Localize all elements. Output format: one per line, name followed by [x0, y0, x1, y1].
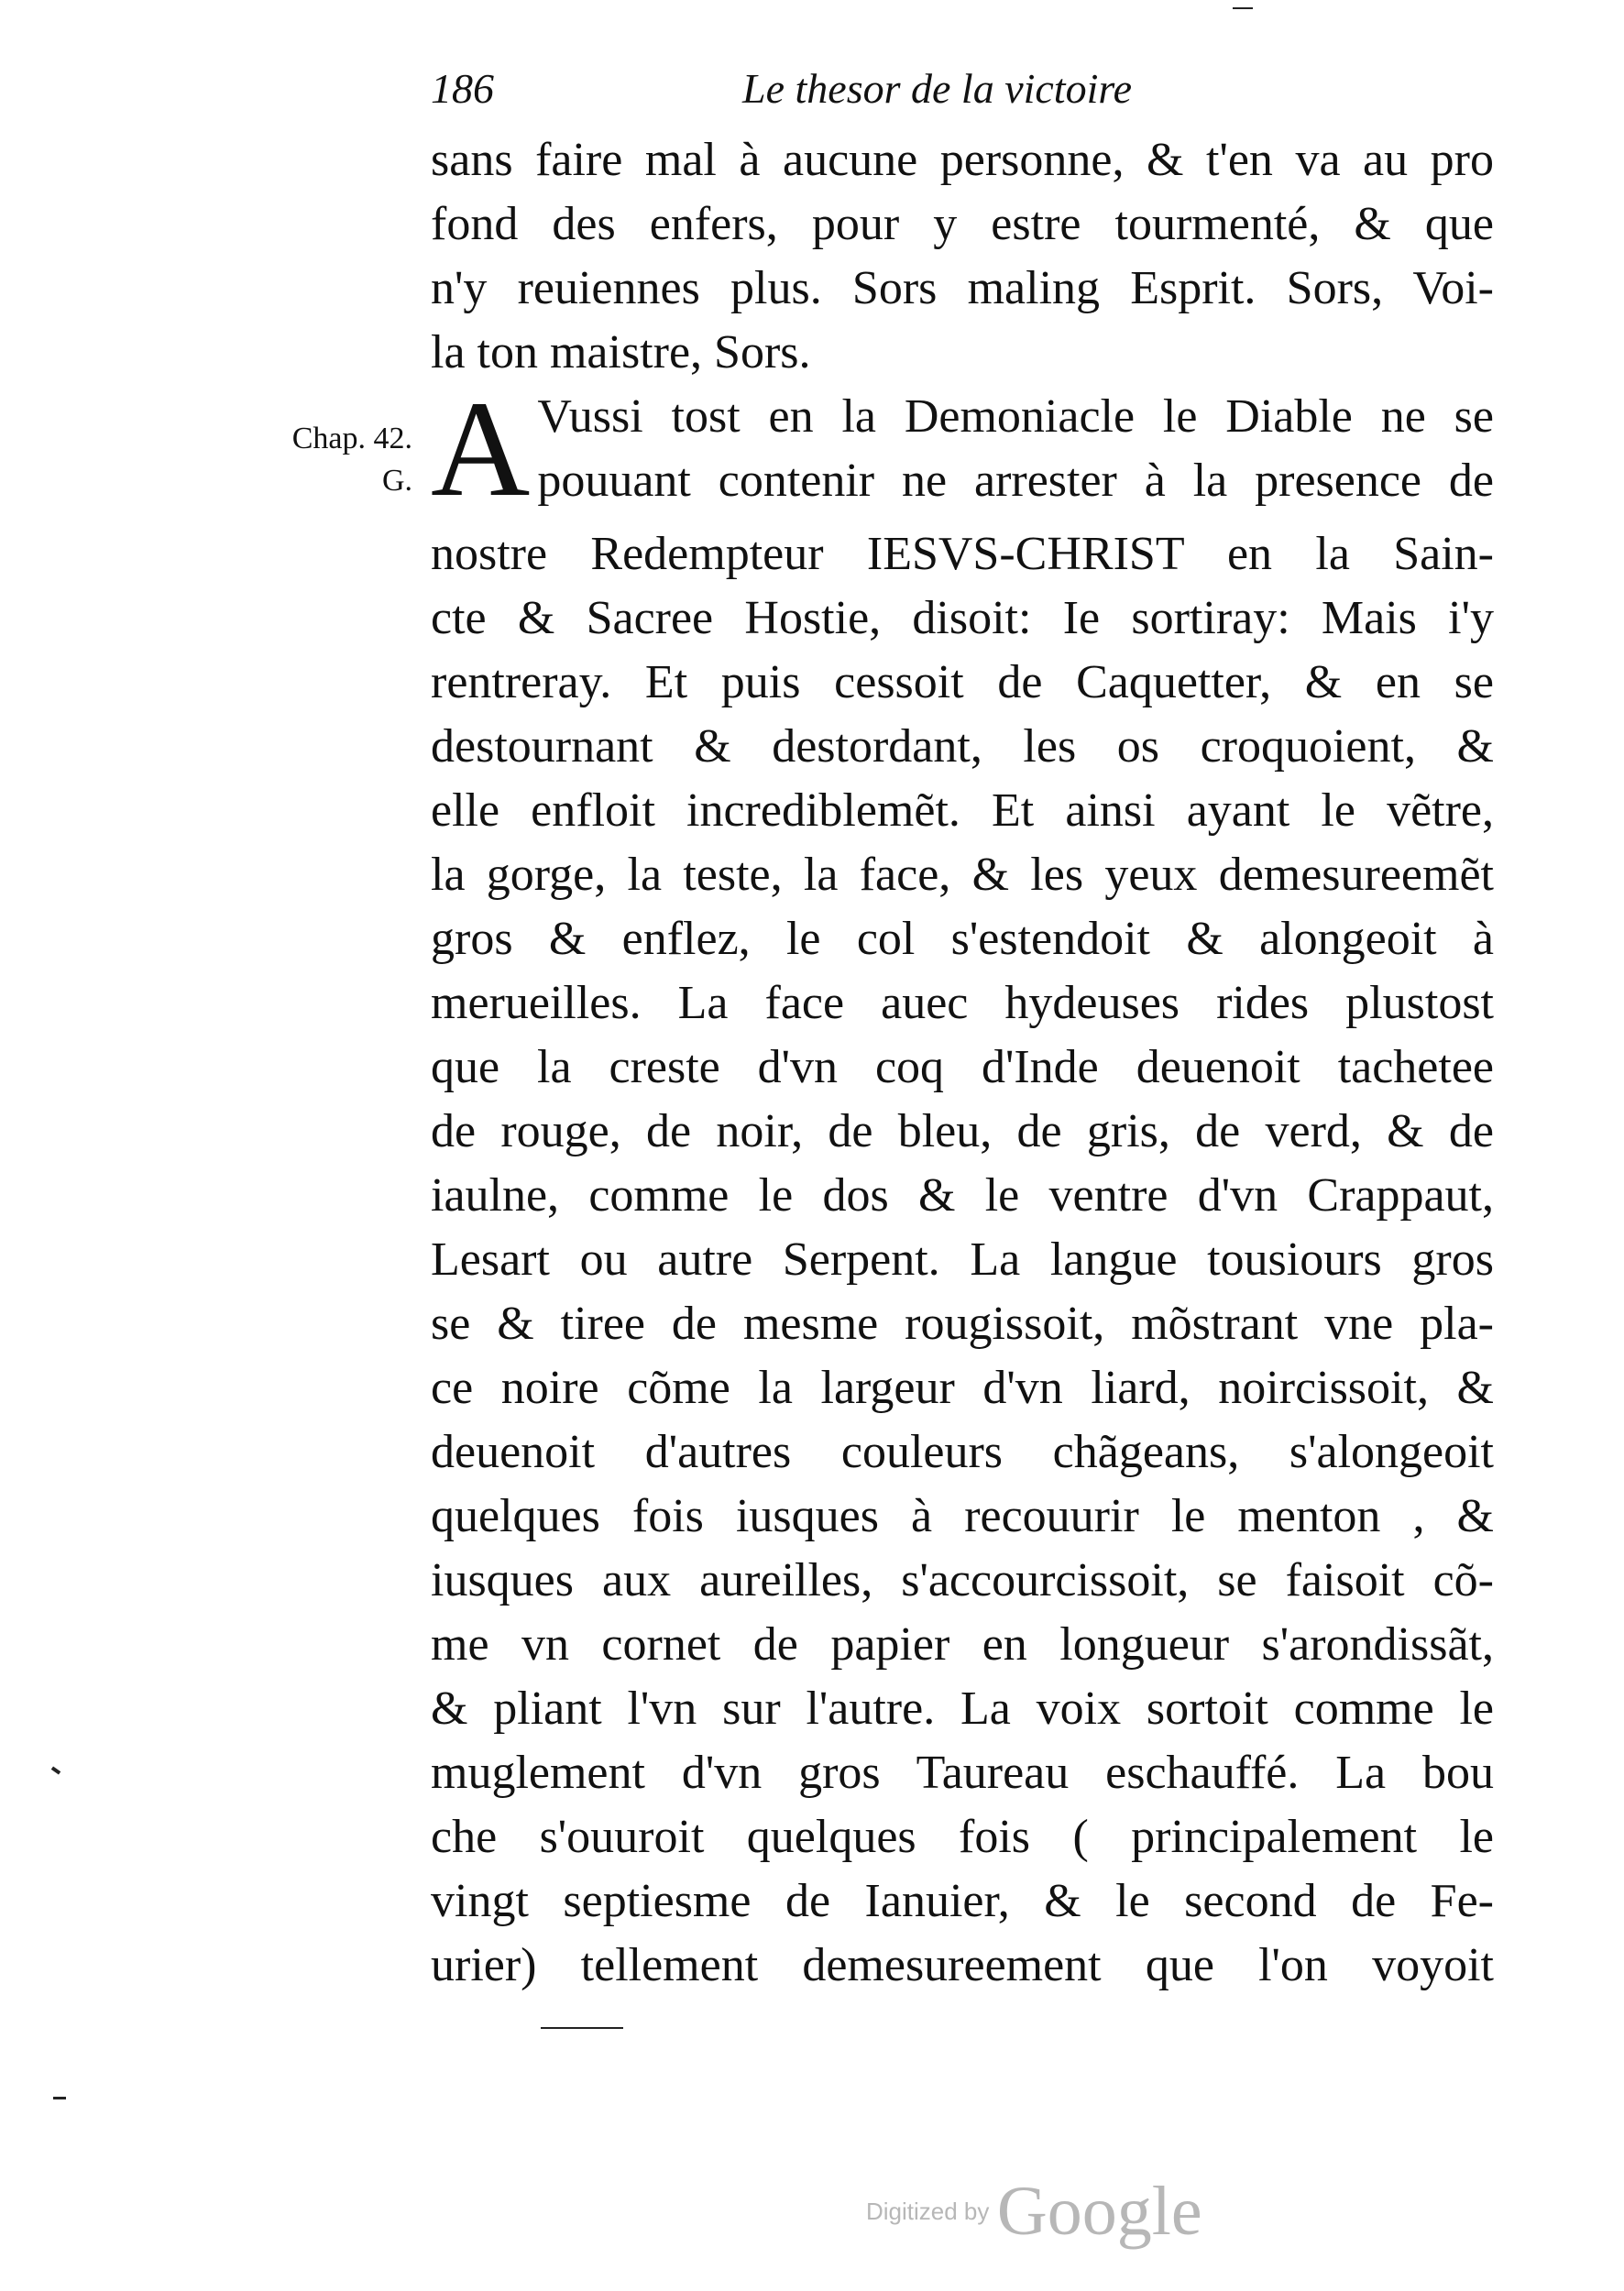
text-line: la gorge, la teste, la face, & les yeux demesureemẽt	[431, 849, 1494, 901]
text-line: cte & Sacree Hostie, disoit: Ie sortiray: Mais i'y	[431, 592, 1494, 644]
text-line: iusques aux aureilles, s'accourcissoit, se faisoit cõ-	[431, 1554, 1494, 1606]
google-logo: Google	[996, 2173, 1202, 2250]
text-line: ce noire cõme la largeur d'vn liard, noircissoit, &	[431, 1362, 1494, 1414]
text-line: me vn cornet de papier en longueur s'arondissãt,	[431, 1618, 1494, 1671]
text-line: merueilles. La face auec hydeuses rides plustost	[431, 977, 1494, 1029]
marginal-note	[266, 418, 412, 502]
text-line: muglement d'vn gros Taureau eschauffé. La bou	[431, 1747, 1494, 1799]
text-line: destournant & destordant, les os croquoient, &	[431, 720, 1494, 773]
page-number: 186	[431, 65, 494, 112]
drop-cap: A	[431, 373, 531, 525]
text-line: quelques fois iusques à recouurir le menton , &	[431, 1490, 1494, 1542]
text-line: vingt septiesme de Ianuier, & le second de Fe-	[431, 1875, 1494, 1927]
running-title: Le thesor de la victoire	[742, 65, 1132, 112]
text-line: de rouge, de noir, de bleu, de gris, de verd, & de	[431, 1105, 1494, 1157]
text-line: deuenoit d'autres couleurs chãgeans, s'alongeoit	[431, 1426, 1494, 1478]
text-line: que la creste d'vn coq d'Inde deuenoit tachetee	[431, 1041, 1494, 1093]
text-line: la ton maistre, Sors.	[431, 326, 811, 378]
text-line: urier) tellement demesureement que l'on voyoit	[431, 1939, 1494, 1991]
text-line: elle enfloit incrediblemẽt. Et ainsi ayant le vẽtre,	[431, 784, 1494, 837]
text-line: pouuant contenir ne arrester à la presence de	[537, 455, 1494, 507]
ink-speck	[51, 1766, 60, 1774]
main-text	[431, 128, 1494, 1998]
text-line: Lesart ou autre Serpent. La langue tousiours gros	[431, 1233, 1494, 1286]
text-line: iaulne, comme le dos & le ventre d'vn Crappaut,	[431, 1169, 1494, 1222]
text-line: n'y reuiennes plus. Sors maling Esprit. Sors, Voi-	[431, 262, 1494, 314]
text-line: rentreray. Et puis cessoit de Caquetter, & en se	[431, 656, 1494, 708]
paragraph-1	[431, 128, 1494, 385]
digitized-by-label: Digitized by	[866, 2198, 990, 2225]
text-line: che s'ouuroit quelques fois ( principalement le	[431, 1811, 1494, 1863]
ink-speck	[1233, 7, 1253, 9]
marginal-chapter: Chap. 42.	[291, 422, 412, 455]
text-line: Vussi tost en la Demoniacle le Diable ne se	[537, 390, 1494, 443]
paragraph-2	[431, 373, 1494, 1998]
marginal-letter: G.	[381, 464, 412, 498]
running-head	[431, 57, 1237, 121]
text-line: fond des enfers, pour y estre tourmenté, & que	[431, 198, 1494, 250]
ink-speck	[541, 2027, 623, 2029]
text-line: gros & enflez, le col s'estendoit & alongeoit à	[431, 913, 1494, 965]
text-line: & pliant l'vn sur l'autre. La voix sortoit comme le	[431, 1683, 1494, 1735]
text-line: sans faire mal à aucune personne, & t'en va au pro	[431, 134, 1494, 186]
text-line: nostre Redempteur IESVS-CHRIST en la Sain-	[431, 528, 1494, 580]
digitized-by-google-watermark	[866, 2172, 1202, 2252]
ink-speck	[53, 2097, 66, 2099]
text-line: se & tiree de mesme rougissoit, mõstrant vne pla-	[431, 1298, 1494, 1350]
